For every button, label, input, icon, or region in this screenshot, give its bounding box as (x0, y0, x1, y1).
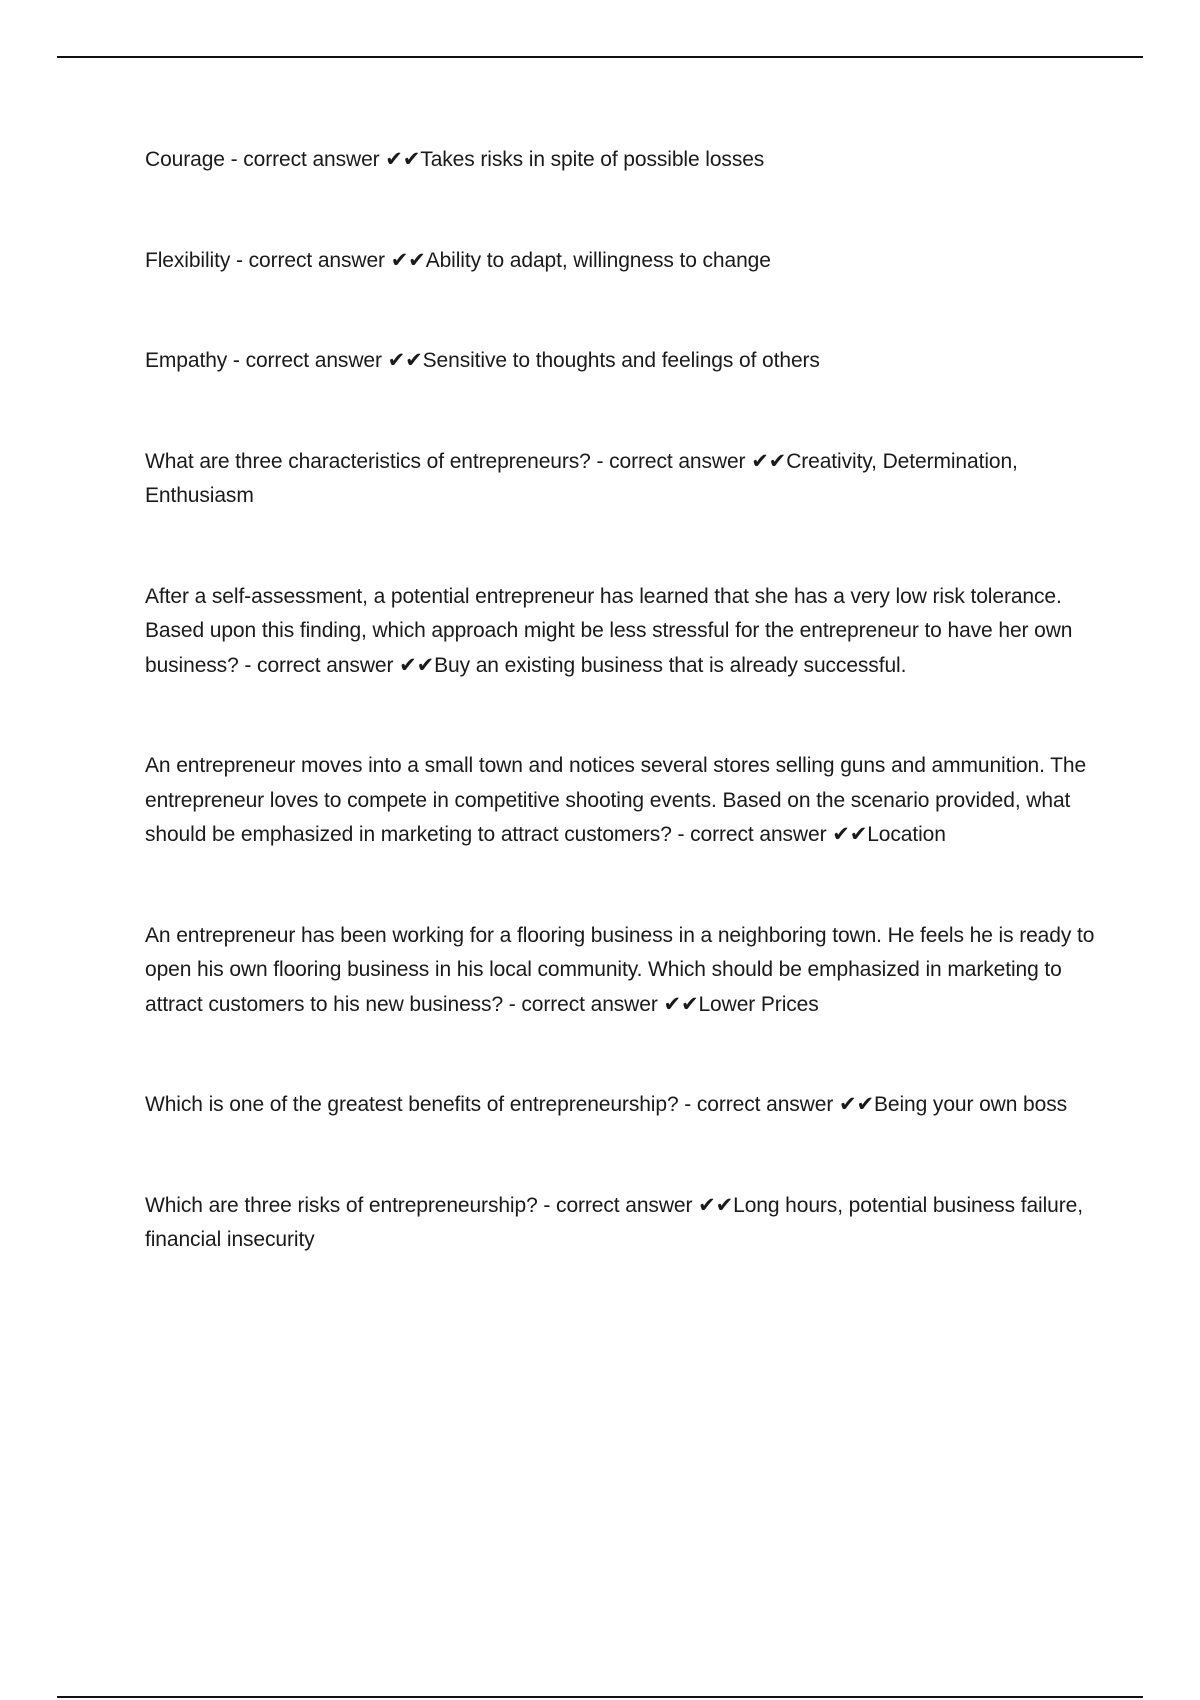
qa-item (145, 143, 1095, 178)
separator: - (503, 992, 522, 1016)
answer-marker: correct answer (248, 248, 385, 272)
bottom-rule (57, 1696, 1143, 1698)
double-check-icon: ✔✔ (390, 248, 426, 272)
question-text: After a self-assessment, a potential entrepreneur has learned that she has a very low risk tolerance. Based upon this finding, which approach might be less stressful for the entrepreneur to have her own business? (145, 584, 1073, 677)
double-check-icon: ✔✔ (751, 449, 787, 473)
question-text: Empathy (145, 349, 228, 372)
question-text: What are three characteristics of entrepreneurs? (145, 449, 591, 473)
answer-marker: correct answer (257, 653, 394, 677)
separator: - (238, 653, 258, 677)
answer-marker: correct answer (521, 992, 658, 1016)
answer-marker: correct answer (245, 349, 382, 372)
answer-marker: correct answer (690, 823, 827, 846)
double-check-icon: ✔✔ (698, 1193, 734, 1217)
top-rule (57, 56, 1143, 58)
question-text: Flexibility (145, 248, 231, 272)
separator: - (678, 1093, 697, 1116)
double-check-icon: ✔✔ (838, 1093, 874, 1116)
answer-text: Creativity, Determination, Enthusiasm (145, 449, 1018, 507)
qa-item (145, 919, 1095, 1023)
separator: - (224, 148, 244, 171)
answer-text: Location (867, 823, 946, 846)
qa-item (145, 244, 1095, 279)
qa-item (145, 1088, 1095, 1123)
question-text: Which is one of the greatest benefits of entrepreneurship? (145, 1093, 679, 1116)
double-check-icon: ✔✔ (663, 992, 699, 1016)
answer-text: Long hours, potential business failure, financial insecurity (145, 1193, 1083, 1251)
answer-text: Being your own boss (873, 1093, 1068, 1116)
answer-text: Buy an existing business that is already successful. (434, 653, 907, 677)
question-text: Courage (145, 148, 225, 171)
answer-text: Sensitive to thoughts and feelings of others (422, 349, 820, 372)
separator: - (671, 823, 691, 846)
qa-item (145, 1189, 1095, 1258)
answer-marker: correct answer (609, 449, 746, 473)
study-guide-content (145, 143, 1095, 1258)
separator: - (230, 248, 249, 272)
separator: - (590, 449, 610, 473)
double-check-icon: ✔✔ (387, 349, 423, 372)
separator: - (537, 1193, 557, 1217)
answer-text: Ability to adapt, willingness to change (425, 248, 771, 272)
answer-text: Takes risks in spite of possible losses (420, 148, 765, 171)
question-text: An entrepreneur moves into a small town and notices several stores selling guns and ammunition. The entrepreneur loves to compete in competitive shooting events. Based on the scenario provided, what should be emphasized in marketing to attract customers? (145, 754, 1087, 846)
double-check-icon: ✔✔ (385, 148, 421, 171)
double-check-icon: ✔✔ (399, 653, 435, 677)
question-text: Which are three risks of entrepreneurship? (145, 1193, 538, 1217)
answer-marker: correct answer (556, 1193, 693, 1217)
question-text: An entrepreneur has been working for a flooring business in a neighboring town. He feels he is ready to open his own flooring business in his local community. Which should be emphasized in marketing to attract customers to his new business? (145, 923, 1095, 1016)
qa-item (145, 445, 1095, 514)
answer-text: Lower Prices (698, 992, 819, 1016)
qa-item (145, 580, 1095, 684)
answer-marker: correct answer (696, 1093, 834, 1116)
qa-item (145, 344, 1095, 379)
double-check-icon: ✔✔ (832, 823, 868, 846)
answer-marker: correct answer (243, 148, 380, 171)
separator: - (227, 349, 246, 372)
qa-item (145, 749, 1095, 853)
